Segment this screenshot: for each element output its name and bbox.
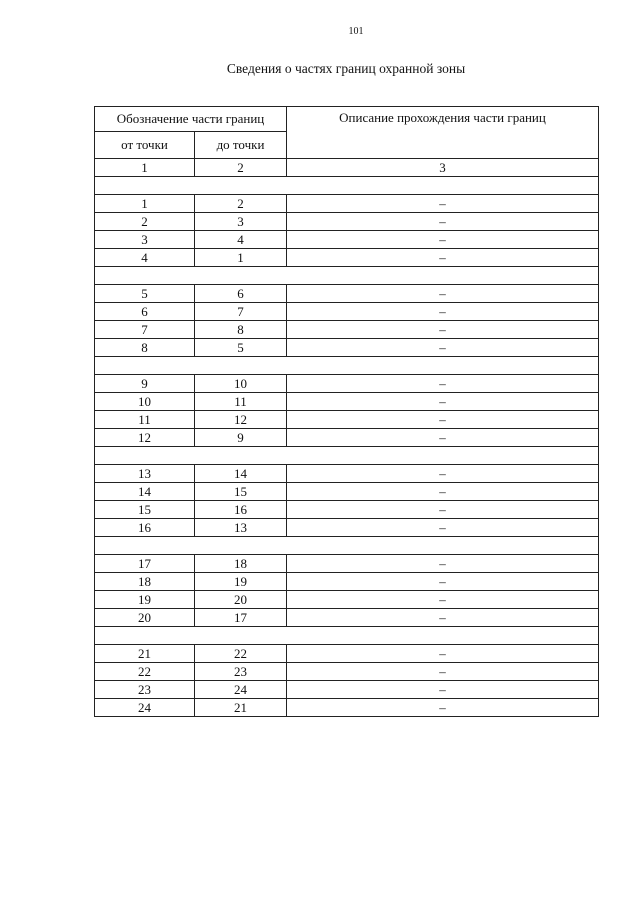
to-point-cell: 8 xyxy=(195,321,287,339)
table-row xyxy=(95,483,599,501)
to-point-cell: 19 xyxy=(195,573,287,591)
group-separator-cell xyxy=(95,177,599,195)
column-number: 1 xyxy=(95,159,195,177)
header-row-1 xyxy=(95,107,599,132)
table-row xyxy=(95,501,599,519)
table-row xyxy=(95,429,599,447)
group-separator-row xyxy=(95,357,599,375)
group-separator-cell xyxy=(95,267,599,285)
table-row xyxy=(95,573,599,591)
table-row xyxy=(95,555,599,573)
description-cell: – xyxy=(287,519,599,537)
to-point-cell: 18 xyxy=(195,555,287,573)
to-point-cell: 17 xyxy=(195,609,287,627)
group-separator-row xyxy=(95,177,599,195)
table-body xyxy=(95,107,599,717)
description-cell: – xyxy=(287,681,599,699)
group-separator-cell xyxy=(95,627,599,645)
from-point-cell: 6 xyxy=(95,303,195,321)
table-row xyxy=(95,393,599,411)
table-row xyxy=(95,681,599,699)
description-cell: – xyxy=(287,573,599,591)
from-point-cell: 18 xyxy=(95,573,195,591)
to-point-cell: 3 xyxy=(195,213,287,231)
group-separator-row xyxy=(95,447,599,465)
from-point-cell: 14 xyxy=(95,483,195,501)
from-point-cell: 1 xyxy=(95,195,195,213)
header-boundary-designation: Обозначение части границ xyxy=(95,107,287,132)
description-cell: – xyxy=(287,213,599,231)
description-cell: – xyxy=(287,321,599,339)
from-point-cell: 4 xyxy=(95,249,195,267)
boundary-parts-table xyxy=(94,106,599,717)
description-cell: – xyxy=(287,429,599,447)
description-cell: – xyxy=(287,663,599,681)
to-point-cell: 12 xyxy=(195,411,287,429)
table-row xyxy=(95,699,599,717)
column-number: 3 xyxy=(287,159,599,177)
to-point-cell: 24 xyxy=(195,681,287,699)
description-cell: – xyxy=(287,555,599,573)
description-cell: – xyxy=(287,501,599,519)
to-point-cell: 4 xyxy=(195,231,287,249)
description-cell: – xyxy=(287,609,599,627)
group-separator-row xyxy=(95,537,599,555)
description-cell: – xyxy=(287,375,599,393)
from-point-cell: 22 xyxy=(95,663,195,681)
to-point-cell: 21 xyxy=(195,699,287,717)
to-point-cell: 7 xyxy=(195,303,287,321)
table-row xyxy=(95,339,599,357)
column-number-row xyxy=(95,159,599,177)
from-point-cell: 21 xyxy=(95,645,195,663)
table-row xyxy=(95,609,599,627)
to-point-cell: 5 xyxy=(195,339,287,357)
from-point-cell: 11 xyxy=(95,411,195,429)
from-point-cell: 20 xyxy=(95,609,195,627)
document-title: Сведения о частях границ охранной зоны xyxy=(226,61,466,76)
from-point-cell: 19 xyxy=(95,591,195,609)
from-point-cell: 7 xyxy=(95,321,195,339)
group-separator-cell xyxy=(95,357,599,375)
to-point-cell: 16 xyxy=(195,501,287,519)
from-point-cell: 2 xyxy=(95,213,195,231)
description-cell: – xyxy=(287,591,599,609)
table-row xyxy=(95,663,599,681)
from-point-cell: 15 xyxy=(95,501,195,519)
group-separator-row xyxy=(95,627,599,645)
from-point-cell: 23 xyxy=(95,681,195,699)
description-cell: – xyxy=(287,411,599,429)
to-point-cell: 11 xyxy=(195,393,287,411)
table-row xyxy=(95,321,599,339)
table-row xyxy=(95,213,599,231)
header-from-point: от точки xyxy=(95,132,195,159)
to-point-cell: 20 xyxy=(195,591,287,609)
to-point-cell: 23 xyxy=(195,663,287,681)
description-cell: – xyxy=(287,645,599,663)
description-cell: – xyxy=(287,465,599,483)
table-row xyxy=(95,519,599,537)
to-point-cell: 9 xyxy=(195,429,287,447)
from-point-cell: 12 xyxy=(95,429,195,447)
from-point-cell: 10 xyxy=(95,393,195,411)
table-row xyxy=(95,195,599,213)
to-point-cell: 15 xyxy=(195,483,287,501)
description-cell: – xyxy=(287,231,599,249)
to-point-cell: 1 xyxy=(195,249,287,267)
to-point-cell: 14 xyxy=(195,465,287,483)
description-cell: – xyxy=(287,483,599,501)
from-point-cell: 17 xyxy=(95,555,195,573)
column-number: 2 xyxy=(195,159,287,177)
description-cell: – xyxy=(287,195,599,213)
table-row xyxy=(95,231,599,249)
description-cell: – xyxy=(287,699,599,717)
to-point-cell: 13 xyxy=(195,519,287,537)
group-separator-cell xyxy=(95,447,599,465)
to-point-cell: 2 xyxy=(195,195,287,213)
to-point-cell: 22 xyxy=(195,645,287,663)
description-cell: – xyxy=(287,285,599,303)
group-separator-cell xyxy=(95,537,599,555)
from-point-cell: 16 xyxy=(95,519,195,537)
description-cell: – xyxy=(287,303,599,321)
description-cell: – xyxy=(287,339,599,357)
description-cell: – xyxy=(287,393,599,411)
to-point-cell: 10 xyxy=(195,375,287,393)
to-point-cell: 6 xyxy=(195,285,287,303)
from-point-cell: 5 xyxy=(95,285,195,303)
table-row xyxy=(95,375,599,393)
page-number: 101 xyxy=(348,26,364,37)
table-row xyxy=(95,645,599,663)
from-point-cell: 3 xyxy=(95,231,195,249)
description-cell: – xyxy=(287,249,599,267)
from-point-cell: 13 xyxy=(95,465,195,483)
table-row xyxy=(95,465,599,483)
from-point-cell: 24 xyxy=(95,699,195,717)
header-boundary-description: Описание прохождения части границ xyxy=(287,107,599,159)
header-to-point: до точки xyxy=(195,132,287,159)
from-point-cell: 8 xyxy=(95,339,195,357)
group-separator-row xyxy=(95,267,599,285)
table-row xyxy=(95,285,599,303)
table-row xyxy=(95,591,599,609)
table-row xyxy=(95,249,599,267)
table-row xyxy=(95,303,599,321)
table-row xyxy=(95,411,599,429)
from-point-cell: 9 xyxy=(95,375,195,393)
